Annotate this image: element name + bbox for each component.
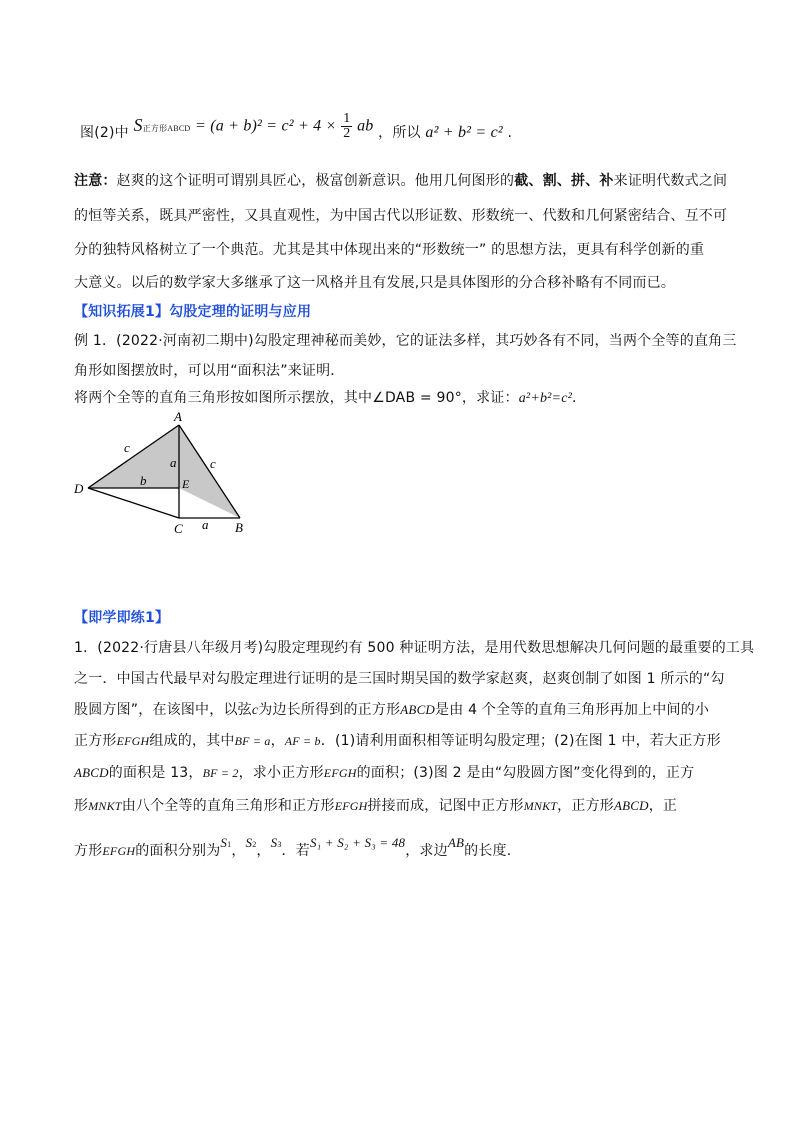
problem-line-4 xyxy=(74,730,721,750)
example-line-2: 角形如图摆放时，可以用“面积法”来证明． xyxy=(74,363,345,379)
area-symbol xyxy=(134,115,191,135)
note-line-2: 的恒等关系，既具严密性，又具直观性，为中国古代以形证数、形数统一、代数和几何紧密结合、互不可 xyxy=(74,208,728,224)
section-title-1: 【知识拓展1】勾股定理的证明与应用 xyxy=(74,304,312,320)
s1-sub: 1 xyxy=(227,840,232,849)
formula-prefix: 图(2)中 xyxy=(80,124,129,141)
var-EFGH-3: EFGH xyxy=(334,799,368,813)
problem-text-5c: ，求小正方形 xyxy=(238,765,324,781)
var-BF-a: BF = a xyxy=(234,734,271,748)
area-subscript: 正方形ABCD xyxy=(142,123,191,133)
fraction-numerator: 1 xyxy=(343,111,351,126)
comma-2: ， xyxy=(256,843,271,859)
s3-sub: 3 xyxy=(277,840,282,849)
problem-text-3b: 为边长所得到的正方形 xyxy=(258,702,401,718)
note-label: 注意： xyxy=(74,173,117,189)
var-S2 xyxy=(246,835,257,850)
problem-text-5b: 的面积是 13， xyxy=(108,765,203,781)
problem-text-4a: 正方形 xyxy=(74,733,117,749)
problem-text-6e: ，正 xyxy=(648,798,678,814)
problem-line-3 xyxy=(74,699,709,719)
note-line-3: 分的独特风格树立了一个典范。尤其是其中体现出来的“形数统一” 的思想方法，更具有科学创新的重 xyxy=(74,242,705,258)
conclusion-formula: a² + b² = c² xyxy=(425,123,503,141)
problem-line-1: 1．(2022·行唐县八年级月考)勾股定理现约有 500 种证明方法，是用代数思想解决几何问题的最重要的工具 xyxy=(74,640,755,656)
problem-text-7d: ，求边 xyxy=(405,843,448,859)
example-formula: a²+b²=c² xyxy=(518,391,573,406)
label-B: B xyxy=(235,520,243,535)
note-line-4: 大意义。以后的数学家大多继承了这一风格并且有发展,只是具体图形的分合移补略有不同而已。 xyxy=(74,275,676,291)
side-a-bottom: a xyxy=(202,517,209,532)
problem-text-3a: 股圆方图”，在该图中，以弦 xyxy=(74,702,252,718)
problem-text-6c: 拼接而成，记图中正方形 xyxy=(367,798,524,814)
triangle-figure xyxy=(60,405,260,540)
var-c: c xyxy=(251,703,259,718)
note-text-1b: 来证明代数式之间 xyxy=(613,173,728,189)
var-AB: AB xyxy=(447,835,465,850)
s1-main: S xyxy=(220,835,228,850)
problem-text-6d: ，正方形 xyxy=(557,798,614,814)
s2-sub: 2 xyxy=(252,840,257,849)
problem-text-7e: 的长度. xyxy=(464,843,512,859)
problem-text-3c: 是由 4 个全等的直角三角形再加上中间的小 xyxy=(435,702,710,718)
problem-text-4c: ， xyxy=(270,733,285,749)
label-C: C xyxy=(174,521,183,536)
formula-line xyxy=(80,112,512,148)
note-line-1 xyxy=(74,170,727,190)
label-E: E xyxy=(182,477,190,491)
problem-line-2: 之一．中国古代最早对勾股定理进行证明的是三国时期吴国的数学家赵爽，赵爽创制了如图 1 所示的“勾 xyxy=(74,671,725,687)
section-title-2: 【即学即练1】 xyxy=(74,610,170,626)
problem-text-7a: 方形 xyxy=(74,843,103,859)
side-b: b xyxy=(140,473,147,488)
side-c-left: c xyxy=(124,440,130,455)
problem-text-5d: 的面积；(3)图 2 是由“勾股圆方图”变化得到的，正方 xyxy=(356,765,695,781)
var-ABCD-3: ABCD xyxy=(613,798,649,813)
problem-text-4d: ．(1)请利用面积相等证明勾股定理；(2)在图 1 中，若大正方形 xyxy=(320,733,721,749)
label-A: A xyxy=(174,409,182,424)
problem-text-4b: 组成的，其中 xyxy=(149,733,235,749)
example-end: . xyxy=(572,390,577,406)
formula-equation: = (a + b)² = c² + 4 × xyxy=(195,117,337,135)
var-S3 xyxy=(271,835,282,850)
problem-text-6a: 形 xyxy=(74,798,89,814)
comma-1: ， xyxy=(231,843,246,859)
var-ABCD: ABCD xyxy=(400,702,436,717)
conclusion-prefix: ，所以 xyxy=(378,124,421,141)
area-s: S xyxy=(133,114,143,135)
formula-ab: ab xyxy=(357,117,374,135)
side-c-right: c xyxy=(210,456,216,471)
formula-end: . xyxy=(507,124,513,141)
problem-line-7 xyxy=(74,835,512,860)
var-MNKT: MNKT xyxy=(88,799,122,813)
example-text-3a: 将两个全等的直角三角形按如图所示摆放，其中∠DAB = 90°，求证： xyxy=(74,390,519,406)
var-BF-2: BF = 2 xyxy=(202,766,239,780)
side-a-vertical: a xyxy=(170,455,177,470)
fraction xyxy=(341,112,352,141)
problem-line-5 xyxy=(74,762,694,782)
problem-text-7c: ．若 xyxy=(281,843,310,859)
note-text-1a: 赵爽的这个证明可谓别具匠心，极富创新意识。他用几何图形的 xyxy=(116,173,515,189)
var-MNKT-2: MNKT xyxy=(523,799,558,813)
problem-text-6b: 由八个全等的直角三角形和正方形 xyxy=(121,798,335,814)
s2-main: S xyxy=(245,835,253,850)
var-S1 xyxy=(220,835,231,850)
example-line-3 xyxy=(74,387,577,407)
segment-DC xyxy=(88,488,179,518)
var-EFGH-4: EFGH xyxy=(102,844,136,858)
label-D: D xyxy=(74,481,84,496)
problem-text-7b: 的面积分别为 xyxy=(135,843,221,859)
problem-line-6 xyxy=(74,795,677,815)
var-EFGH: EFGH xyxy=(116,734,150,748)
var-EFGH-2: EFGH xyxy=(323,766,357,780)
fraction-denominator: 2 xyxy=(343,126,351,141)
var-sum: S₁ + S₂ + S₃ = 48 xyxy=(309,835,406,850)
s3-main: S xyxy=(270,835,278,850)
example-line-1: 例 1．(2022·河南初二期中)勾股定理神秘而美妙，它的证法多样，其巧妙各有不同，当两个全等的直角三 xyxy=(74,333,737,349)
var-ABCD-2: ABCD xyxy=(74,765,109,780)
note-keywords: 截、割、拼、补 xyxy=(514,173,614,189)
var-AF-b: AF = b xyxy=(284,734,321,748)
